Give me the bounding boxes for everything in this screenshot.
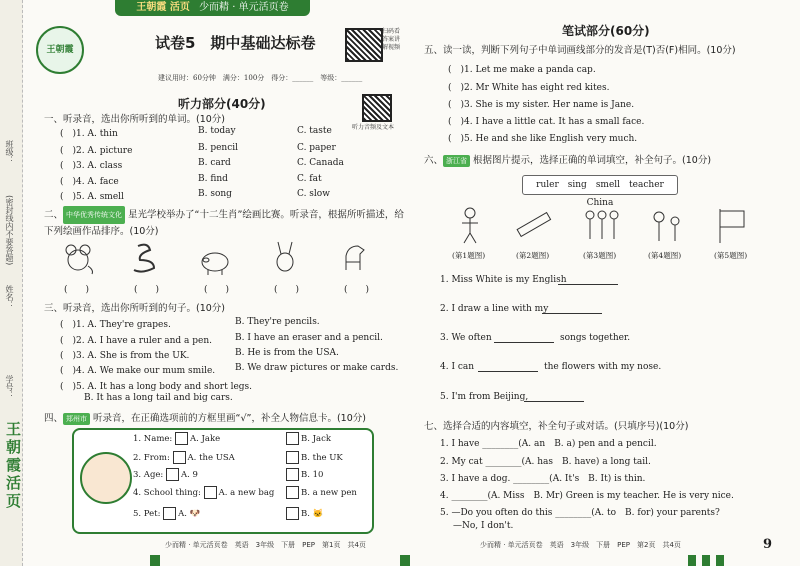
s3-opt-a: ( )3. A. She is from the UK. — [60, 351, 190, 361]
answer-blank[interactable] — [524, 392, 584, 402]
s3-opt-a: ( )2. A. I have a ruler and a pen. — [60, 336, 212, 346]
s7-item: —No, I don't. — [453, 521, 514, 531]
section1-title: 一、听录音，选出你所听到的单词。(10分) — [44, 114, 226, 125]
spine-class-label: 班级： — [5, 140, 14, 164]
s1-opt-c: C. slow — [297, 189, 330, 199]
s3-opt-b: B. It has a long tail and big cars. — [84, 393, 233, 403]
section2-title — [44, 206, 404, 240]
deco-bar — [400, 555, 410, 566]
boy-avatar — [80, 452, 132, 504]
info-row-age-b — [286, 468, 323, 481]
s1-opt-b: B. card — [198, 158, 231, 168]
exam-meta: 建议用时：60分钟 满分：100分 得分：______ 等级：______ — [158, 74, 363, 82]
answer-paren[interactable]: ( ) — [204, 285, 230, 295]
section4-title — [44, 410, 366, 425]
s1-opt-c: C. Canada — [297, 158, 344, 168]
s6-text: 4. I can — [440, 362, 475, 372]
teacher-picture — [450, 205, 490, 245]
s7-item: 1. I have ________(A. an B. a) pen and a pencil. — [440, 439, 657, 449]
answer-paren[interactable]: ( ) — [274, 285, 300, 295]
figure-caption: (第3题图) — [583, 251, 617, 260]
word-bank: ruler sing smell teacher China — [522, 175, 678, 195]
s6-instruction: 根据图片提示，选择正确的单词填空，补全句子。(10分) — [473, 155, 712, 166]
s1-opt-b: B. song — [198, 189, 232, 199]
deco-bar — [688, 555, 696, 566]
publisher-logo: 王朝霞 — [36, 26, 84, 74]
s7-item: 2. My cat ________(A. has B. have) a long tail. — [440, 457, 651, 467]
smell-flower-picture — [645, 205, 685, 245]
option-b: B. — [301, 509, 310, 519]
deco-bar — [716, 555, 724, 566]
ruler-picture — [513, 205, 553, 245]
s5-item: ( )4. I have a little cat. It has a small face. — [448, 117, 645, 127]
s5-item: ( )3. She is my sister. Her name is Jane. — [448, 100, 635, 110]
s3-opt-b: B. We draw pictures or make cards. — [235, 363, 399, 373]
s1-opt-b: B. today — [198, 126, 236, 136]
s7-item: 4. ________(A. Miss B. Mr) Green is my teacher. He is very nice. — [440, 491, 734, 501]
page-number: 9 — [763, 537, 773, 552]
s6-prefix: 六、 — [424, 155, 444, 166]
s2-instruction: 星光学校举办了“十二生肖”绘画比赛。听录音，根据所听描述，给下列绘画作品排序。(10分) — [44, 209, 404, 237]
checkbox[interactable] — [286, 486, 299, 499]
s4-prefix: 四、 — [44, 413, 64, 424]
info-row-from-b — [286, 451, 343, 464]
option-b: B. Jack — [301, 434, 332, 444]
s2-prefix: 二、 — [44, 209, 64, 221]
figure-caption: (第5题图) — [714, 251, 748, 260]
checkbox[interactable] — [286, 432, 299, 445]
dog-icon: 🐶 — [189, 509, 201, 519]
flag-picture — [712, 205, 752, 245]
s1-opt-a: ( )2. A. picture — [60, 146, 133, 156]
s3-opt-b: B. They're pencils. — [235, 317, 320, 327]
s4-instruction: 听录音，在正确选项前的方框里画“√”，补全人物信息卡。(10分) — [93, 413, 366, 424]
s3-opt-b: B. He is from the USA. — [235, 348, 339, 358]
option-a: A. — [178, 509, 188, 519]
series-name: 少而精 · 单元活页卷 — [199, 2, 289, 13]
snake-drawing — [128, 240, 162, 276]
spine-name-label: 姓名： — [5, 285, 14, 309]
info-row-pet — [133, 507, 200, 520]
s3-opt-a: ( )5. A. It has a long body and short legs. — [60, 382, 253, 392]
figure-caption: (第4题图) — [648, 251, 682, 260]
culture-tag: 中华优秀传统文化 — [63, 206, 125, 224]
info-row-school-thing — [133, 486, 274, 499]
s6-text: songs together. — [560, 333, 631, 343]
option-a: A. a new bag — [218, 488, 275, 498]
info-label: 4. School thing: — [133, 488, 201, 498]
section7-title: 七、选择合适的内容填空，补全句子或对话。(只填序号)(10分) — [424, 421, 689, 432]
option-a: A. the USA — [187, 453, 235, 463]
horse-drawing — [338, 240, 372, 276]
province-tag: 浙江省 — [443, 155, 470, 167]
s1-opt-b: B. pencil — [198, 143, 239, 153]
info-label: 5. Pet: — [133, 509, 161, 519]
audio-qr-code[interactable] — [362, 94, 392, 122]
checkbox[interactable] — [175, 432, 188, 445]
info-label: 1. Name: — [133, 434, 173, 444]
audio-qr-caption: 听力音频及文本 — [352, 124, 395, 131]
option-a: A. 9 — [181, 470, 198, 480]
checkbox[interactable] — [166, 468, 179, 481]
footer-right: 少而精 · 单元活页卷 英语 3年级 下册 PEP 第2页 共4页 — [480, 541, 681, 549]
option-b: B. 10 — [301, 470, 324, 480]
checkbox[interactable] — [286, 468, 299, 481]
s6-text: 3. We often — [440, 333, 492, 343]
checkbox[interactable] — [173, 451, 186, 464]
header-bar — [115, 0, 310, 16]
info-row-pet-b — [286, 507, 323, 520]
checkbox[interactable] — [204, 486, 217, 499]
option-a: A. Jake — [189, 434, 221, 444]
exam-title: 试卷5 期中基础达标卷 — [155, 34, 316, 52]
s1-opt-c: C. paper — [297, 143, 336, 153]
answer-paren[interactable]: ( ) — [344, 285, 370, 295]
s3-opt-a: ( )4. A. We make our mum smile. — [60, 366, 216, 376]
s5-item: ( )5. He and she like English very much. — [448, 134, 638, 144]
section6-title — [424, 152, 711, 167]
info-row-school-thing-b — [286, 486, 357, 499]
checkbox[interactable] — [286, 507, 299, 520]
s7-item: 3. I have a dog. ________(A. It's B. It) is thin. — [440, 474, 646, 484]
writing-title: 笔试部分(60分) — [562, 24, 650, 38]
s1-opt-a: ( )1. A. thin — [60, 129, 118, 139]
deco-bar — [702, 555, 710, 566]
answer-blank[interactable] — [494, 333, 554, 343]
spine-notice: (密封线内不要答题) — [5, 195, 14, 266]
qr-side-text: 扫码看答案讲解视频 — [382, 28, 401, 51]
s3-opt-b: B. I have an eraser and a pencil. — [235, 333, 383, 343]
answer-paren[interactable]: ( ) — [134, 285, 160, 295]
answer-blank[interactable] — [478, 362, 538, 372]
info-row-from — [133, 451, 235, 464]
city-tag: 郑州市 — [63, 413, 90, 425]
s1-opt-c: C. fat — [297, 174, 322, 184]
info-row-name — [133, 432, 220, 445]
cat-icon: 🐱 — [312, 509, 324, 519]
s6-text: 5. I'm from Beijing, — [440, 392, 529, 402]
option-b: B. the UK — [301, 453, 343, 463]
s1-opt-a: ( )3. A. class — [60, 161, 123, 171]
info-label: 3. Age: — [133, 470, 164, 480]
answer-blank[interactable] — [542, 304, 602, 314]
pig-drawing — [198, 242, 232, 278]
info-row-age — [133, 468, 198, 481]
s1-opt-c: C. taste — [297, 126, 332, 136]
rabbit-drawing — [268, 240, 302, 276]
s6-text: the flowers with my nose. — [544, 362, 662, 372]
checkbox[interactable] — [286, 451, 299, 464]
s7-item: 5. —Do you often do this ________(A. to B. for) your parents? — [440, 508, 720, 518]
footer-left: 少而精 · 单元活页卷 英语 3年级 下册 PEP 第1页 共4页 — [165, 541, 366, 549]
singing-picture — [580, 205, 620, 245]
deco-bar — [150, 555, 160, 566]
s3-opt-a: ( )1. A. They're grapes. — [60, 320, 171, 330]
s1-opt-a: ( )4. A. face — [60, 177, 119, 187]
mouse-drawing — [62, 240, 96, 276]
answer-blank[interactable] — [558, 275, 618, 285]
s5-item: ( )2. Mr White has eight red kites. — [448, 83, 610, 93]
s6-text: 2. I draw a line with my — [440, 304, 549, 314]
answer-paren[interactable]: ( ) — [64, 285, 90, 295]
vertical-brand-logo: 王朝霞活页 — [6, 420, 22, 510]
info-label: 2. From: — [133, 453, 170, 463]
s1-opt-b: B. find — [198, 174, 228, 184]
s5-item: ( )1. Let me make a panda cap. — [448, 65, 596, 75]
info-row-name-b — [286, 432, 331, 445]
figure-caption: (第2题图) — [516, 251, 550, 260]
answer-qr-code[interactable] — [345, 28, 383, 62]
s6-text: 1. Miss White is my English — [440, 275, 567, 285]
option-b: B. a new pen — [301, 488, 357, 498]
section5-title: 五、读一读，判断下列句子中单词画线部分的发音是(T)否(F)相同。(10分) — [424, 45, 736, 56]
listening-title: 听力部分(40分) — [178, 97, 266, 111]
section3-title: 三、听录音，选出你所听到的句子。(10分) — [44, 303, 226, 314]
figure-caption: (第1题图) — [452, 251, 486, 260]
checkbox[interactable] — [163, 507, 176, 520]
spine-id-label: 学号： — [5, 375, 14, 399]
s1-opt-a: ( )5. A. smell — [60, 192, 124, 202]
brand-name: 王朝霞 活页 — [136, 2, 190, 13]
